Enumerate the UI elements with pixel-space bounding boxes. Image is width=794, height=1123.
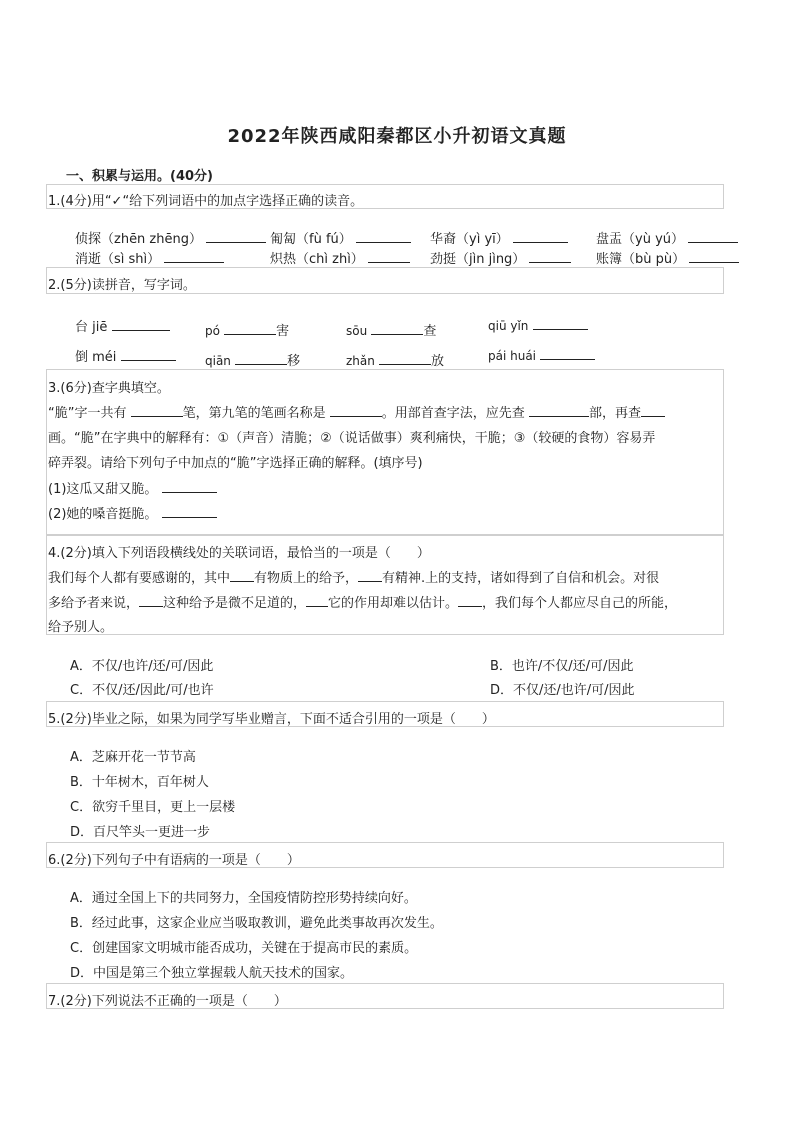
q6-option-c[interactable]: C．创建国家文明城市能否成功，关键在于提高市民的素质。	[70, 941, 418, 956]
q4-option-c[interactable]: C．不仅/还/因此/可/也许	[70, 683, 214, 698]
q4-paragraph-line: 给予别人。	[48, 620, 114, 635]
page-title: 2022年陕西咸阳秦都区小升初语文真题	[227, 126, 567, 147]
q4-paragraph-line: 我们每个人都有要感谢的，其中 有物质上的给予， 有精神.上的支持，诸如得到了自信和机会。对很	[48, 571, 660, 586]
q6-option-d[interactable]: D．中国是第三个独立掌握载人航天技术的国家。	[70, 966, 354, 981]
question-7-stem: 7.(2分)下列说法不正确的一项是（ ）	[48, 994, 287, 1009]
q3-paragraph-line: 画。“脆”在字典中的解释有：①（声音）清脆；②（说话做事）爽利痛快，干脆；③（较硬的食物）容易弄	[48, 431, 656, 446]
q1-item: 炽热（chì zhì）	[270, 248, 410, 267]
q2-item: qiān 移	[205, 354, 301, 369]
q2-item: 倒 méi	[75, 346, 176, 365]
q5-option-c[interactable]: C．欲穷千里目，更上一层楼	[70, 800, 236, 815]
q1-item: 劲挺（jìn jìng）	[430, 248, 571, 267]
q2-item: zhǎn 放	[346, 354, 445, 369]
q4-option-d[interactable]: D．不仅/还/也许/可/因此	[490, 683, 635, 698]
question-2-stem: 2.(5分)读拼音，写字词。	[48, 278, 196, 293]
question-6-stem: 6.(2分)下列句子中有语病的一项是（ ）	[48, 853, 300, 868]
question-4-stem: 4.(2分)填入下列语段横线处的关联词语，最恰当的一项是（ ）	[48, 546, 430, 561]
q2-item: pái huái	[488, 348, 595, 364]
q3-paragraph-line: 碎弄裂。请给下列句子中加点的“脆”字选择正确的解释。(填序号)	[48, 456, 423, 471]
q1-item: 盘盂（yù yú）	[596, 228, 738, 247]
question-5-stem: 5.(2分)毕业之际，如果为同学写毕业赠言，下面不适合引用的一项是（ ）	[48, 712, 495, 727]
q2-item: qiū yǐn	[488, 318, 588, 334]
section-heading: 一、积累与运用。(40分)	[66, 169, 213, 184]
q4-option-b[interactable]: B．也许/不仅/还/可/因此	[490, 659, 634, 674]
q2-item: 台 jiē	[75, 316, 170, 335]
q3-paragraph-line: “脆”字一共有 笔，第九笔的笔画名称是 。用部首查字法，应先查 部，再查	[48, 402, 665, 421]
q2-item: pó 害	[205, 324, 290, 339]
q1-item: 侦探（zhēn zhēng）	[75, 228, 266, 247]
q1-item: 华裔（yì yī）	[430, 228, 568, 247]
q1-item: 匍匐（fù fú）	[270, 228, 411, 247]
question-1-stem: 1.(4分)用“✓“给下列词语中的加点字选择正确的读音。	[48, 194, 364, 209]
q5-option-d[interactable]: D．百尺竿头一更进一步	[70, 825, 211, 840]
q4-option-a[interactable]: A．不仅/也许/还/可/因此	[70, 659, 214, 674]
q6-option-a[interactable]: A．通过全国上下的共同努力，全国疫情防控形势持续向好。	[70, 891, 417, 906]
q2-item: sōu 查	[346, 324, 437, 339]
q5-option-a[interactable]: A．芝麻开花一节节高	[70, 750, 196, 765]
q4-paragraph-line: 多给予者来说， 这种给予是微不足道的， 它的作用却难以估计。 ，我们每个人都应尽自己的所能，	[48, 596, 678, 611]
q3-sentence: (2)她的嗓音挺脆。	[48, 503, 217, 522]
q1-item: 账簿（bù pù）	[596, 248, 739, 267]
q3-sentence: (1)这瓜又甜又脆。	[48, 478, 217, 497]
q1-item: 消逝（sì shì）	[75, 248, 224, 267]
q6-option-b[interactable]: B．经过此事，这家企业应当吸取教训，避免此类事故再次发生。	[70, 916, 443, 931]
question-3-stem: 3.(6分)查字典填空。	[48, 381, 170, 396]
q5-option-b[interactable]: B．十年树木，百年树人	[70, 775, 209, 790]
